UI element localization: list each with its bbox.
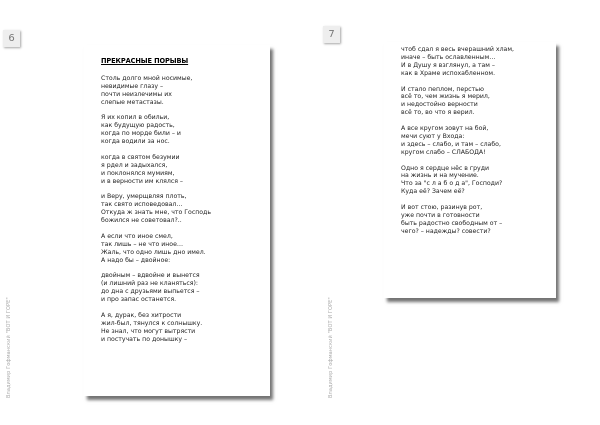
left-poem-body (101, 75, 211, 344)
left-page (84, 45, 270, 396)
poem-line: Столь долго мной носимые, (101, 74, 193, 82)
poem-stanza (101, 272, 211, 304)
poem-line: Одно я сердце нёс в груди (401, 164, 490, 172)
right-poem-body (401, 46, 514, 236)
poem-line: Откуда ж знать мне, что Господь (101, 209, 211, 217)
poem-line: так свято исповедовал… (101, 201, 183, 209)
right-page-number: 7 (323, 26, 340, 43)
poem-line: уже почти в готовности (401, 211, 480, 219)
poem-line: всё то, во что я верил. (401, 109, 475, 117)
poem-line: Жаль, что одно лишь дно имел. (101, 248, 206, 256)
left-page-number: 6 (3, 30, 20, 47)
poem-line: А надо бы – двойное: (101, 256, 171, 264)
poem-stanza (101, 233, 211, 265)
poem-line: и в верности им клялся – (101, 177, 184, 185)
poem-stanza (401, 86, 514, 118)
poem-line: кругом слабо – СЛАБОДА! (401, 148, 486, 156)
poem-stanza (101, 114, 211, 146)
poem-line: Что за "с л а б о д а", Господи? (401, 180, 503, 188)
poem-line: так лишь – не что иное… (101, 240, 184, 248)
poem-line: как в Храме испохабленном. (401, 69, 496, 77)
poem-stanza (101, 75, 211, 107)
poem-title: ПРЕКРАСНЫЕ ПОРЫВЫ (101, 57, 189, 65)
poem-line: я рдел и задыхался, (101, 161, 168, 169)
poem-line: (и лишний раз не кланяться): (101, 280, 199, 288)
poem-line: чтоб сдал я весь вчерашний хлам, (401, 46, 514, 53)
poem-stanza (101, 312, 211, 344)
right-side-text-label: Владимир Гофманский "ВОТ И ГОРЕ" (328, 297, 334, 398)
poem-stanza (101, 154, 211, 186)
poem-line: и недостойно верности (401, 101, 478, 109)
poem-line: божился не советовал?.. (101, 217, 182, 225)
poem-line: жил-был, тянулся к солнышку. (101, 319, 203, 327)
poem-line: И стало пеплом, перстью (401, 85, 484, 93)
poem-line: невидимые глазу – (101, 82, 164, 90)
poem-line: Куда её? Зачем её? (401, 188, 465, 196)
poem-line: А я, дурак, без хитрости (101, 312, 182, 319)
poem-line: двойным – вдвойне и вынется (101, 272, 200, 280)
poem-line: и постучать по донышку – (101, 335, 188, 343)
poem-line: слепые метастазы. (101, 98, 164, 106)
poem-line: чего? – надежды? совести? (401, 227, 491, 235)
poem-line: когда по морде били – и (101, 130, 181, 138)
poem-line: Я их копил в обильи, (101, 114, 170, 122)
poem-stanza (401, 165, 514, 197)
poem-line: И в Душу я взглянул, а там – (401, 61, 496, 69)
poem-stanza (401, 125, 514, 157)
poem-line: А все кругом зовут на бой, (401, 125, 489, 133)
poem-line: и здесь – слабо, и там – слабо, (401, 140, 501, 148)
poem-line: и про запас останется. (101, 296, 177, 304)
poem-stanza (101, 193, 211, 225)
poem-line: почти неизлечимы их (101, 90, 172, 98)
poem-line: всё то, чем жизнь я мерил, (401, 93, 490, 101)
poem-line: мечи суют у Входа: (401, 132, 465, 140)
poem-stanza (401, 46, 514, 78)
poem-line: иначе – быть ославленным… (401, 53, 496, 61)
poem-line: до дна с друзьями выпьется – (101, 288, 200, 296)
poem-line: как будущую радость, (101, 122, 175, 130)
poem-line: И вот стою, разинув рот, (401, 204, 483, 212)
right-page (384, 42, 556, 298)
left-side-text-label: Владимир Гофманский "ВОТ И ГОРЕ" (6, 297, 12, 398)
poem-line: и поклонялся мумиям, (101, 169, 175, 177)
left-page-content (101, 58, 211, 352)
poem-line: быть радостно свободным от – (401, 219, 503, 227)
poem-stanza (401, 204, 514, 236)
poem-line: на жизнь и на мучение. (401, 172, 479, 180)
poem-line: когда водили за нос. (101, 138, 170, 146)
poem-line: Не знал, что могут вытрясти (101, 327, 196, 335)
poem-line: когда в святом безумии (101, 153, 180, 161)
poem-line: и Веру, умерщвляя плоть, (101, 193, 187, 201)
poem-line: А если что иное смел, (101, 232, 173, 240)
right-page-content (401, 46, 514, 244)
